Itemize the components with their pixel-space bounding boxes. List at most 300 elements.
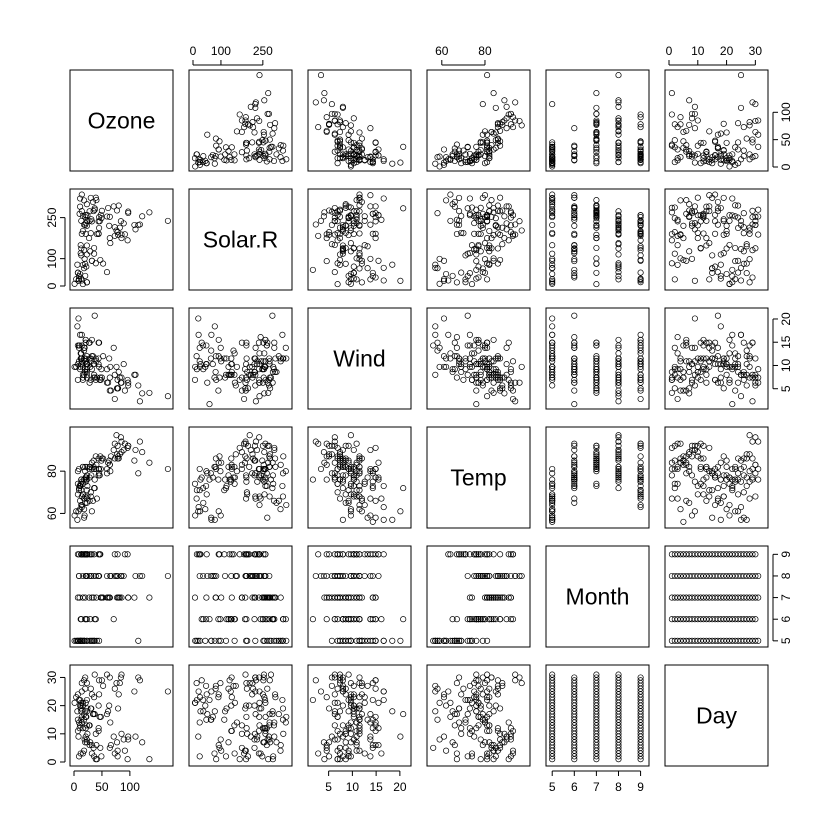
data-point (675, 496, 680, 501)
panel-frame (189, 70, 292, 171)
data-point (687, 249, 692, 254)
tick-label: 15 (369, 780, 383, 794)
panel-month-vs-temp (427, 546, 530, 647)
data-point (272, 456, 277, 461)
data-point (310, 697, 315, 702)
tick-label: 250 (45, 207, 60, 228)
data-point (337, 129, 342, 134)
data-point (675, 243, 680, 248)
data-point (484, 394, 489, 399)
data-point (738, 218, 743, 223)
panel-frame (70, 189, 173, 290)
data-point (362, 573, 367, 578)
data-point (216, 509, 221, 514)
data-point (267, 494, 272, 499)
data-point (247, 703, 252, 708)
data-point (572, 231, 577, 236)
data-point (465, 573, 470, 578)
data-point (192, 481, 197, 486)
data-point (379, 617, 384, 622)
data-point (216, 388, 221, 393)
data-point (216, 477, 221, 482)
data-point (284, 714, 289, 719)
data-point (465, 711, 470, 716)
data-point (478, 205, 483, 210)
data-point (550, 324, 555, 329)
panel-wind-vs-wind (308, 308, 411, 409)
data-point (433, 332, 438, 337)
data-point (431, 745, 436, 750)
data-point (270, 380, 275, 385)
data-point (126, 595, 131, 600)
data-point (216, 337, 221, 342)
data-point (616, 159, 621, 164)
data-point (495, 246, 500, 251)
data-point (741, 124, 746, 129)
data-point (321, 449, 326, 454)
data-point (692, 316, 697, 321)
data-point (281, 731, 286, 736)
panel-solar-r-vs-solar-r (189, 189, 292, 290)
data-point (452, 340, 457, 345)
tick-label: 7 (593, 780, 600, 794)
data-point (443, 748, 448, 753)
data-point (212, 161, 217, 166)
data-point (504, 104, 509, 109)
data-point (267, 122, 272, 127)
data-point (116, 692, 121, 697)
data-point (730, 196, 735, 201)
data-point (747, 496, 752, 501)
panel-wind-vs-month (546, 308, 649, 409)
data-point (324, 617, 329, 622)
data-point (715, 199, 720, 204)
data-point (497, 552, 502, 557)
data-point (701, 231, 706, 236)
data-point (474, 401, 479, 406)
data-point (192, 377, 197, 382)
data-point (707, 494, 712, 499)
panel-ozone-vs-ozone (70, 70, 173, 171)
data-point (207, 401, 212, 406)
data-point (107, 356, 112, 361)
data-point (572, 232, 577, 237)
data-point (681, 519, 686, 524)
data-point (348, 731, 353, 736)
data-point (326, 706, 331, 711)
data-point (491, 90, 496, 95)
data-point (213, 369, 218, 374)
data-point (401, 711, 406, 716)
data-point (724, 458, 729, 463)
data-point (89, 258, 94, 263)
data-point (689, 256, 694, 261)
data-point (112, 233, 117, 238)
data-point (244, 726, 249, 731)
data-point (495, 203, 500, 208)
data-point (459, 270, 464, 275)
data-point (684, 197, 689, 202)
data-point (310, 267, 315, 272)
data-point (513, 672, 518, 677)
data-point (572, 388, 577, 393)
tick-label: 15 (779, 335, 794, 349)
data-point (88, 231, 93, 236)
data-point (459, 726, 464, 731)
data-point (687, 98, 692, 103)
data-point (489, 197, 494, 202)
data-point (114, 680, 119, 685)
data-point (638, 396, 643, 401)
data-point (253, 345, 258, 350)
data-point (107, 235, 112, 240)
data-point (114, 364, 119, 369)
data-point (223, 754, 228, 759)
data-point (218, 345, 223, 350)
tick-label: 9 (637, 780, 644, 794)
data-point (454, 334, 459, 339)
data-point (281, 454, 286, 459)
data-point (594, 261, 599, 266)
data-point (243, 115, 248, 120)
data-point (324, 258, 329, 263)
data-point (450, 273, 455, 278)
data-point (616, 72, 621, 77)
tick-label: 6 (779, 615, 794, 623)
data-point (701, 492, 706, 497)
data-point (368, 711, 373, 716)
data-point (681, 223, 686, 228)
data-point (493, 105, 498, 110)
data-point (454, 757, 459, 762)
data-point (741, 231, 746, 236)
data-point (83, 273, 88, 278)
data-point (223, 638, 228, 643)
top-axis-solar-r (190, 44, 274, 65)
data-point (724, 140, 729, 145)
data-point (147, 595, 152, 600)
data-point (209, 348, 214, 353)
data-point (362, 700, 367, 705)
panel-solar-r-vs-temp (427, 189, 530, 290)
data-point (205, 471, 210, 476)
data-point (241, 396, 246, 401)
data-point (678, 507, 683, 512)
data-point (316, 552, 321, 557)
panel-temp-vs-temp (427, 427, 530, 528)
data-point (678, 115, 683, 120)
data-point (257, 700, 262, 705)
variable-label-day: Day (696, 702, 737, 729)
data-point (672, 386, 677, 391)
data-point (480, 101, 485, 106)
tick-label: 0 (189, 44, 197, 58)
data-point (335, 490, 340, 495)
data-point (502, 98, 507, 103)
panel-temp-vs-solar-r (189, 427, 292, 528)
data-point (111, 345, 116, 350)
data-point (756, 477, 761, 482)
panel-ozone-vs-month (546, 70, 649, 171)
data-point (204, 692, 209, 697)
tick-label: 0 (70, 780, 78, 794)
tick-label: 0 (45, 758, 60, 766)
data-point (756, 466, 761, 471)
data-point (88, 686, 93, 691)
data-point (718, 477, 723, 482)
data-point (550, 101, 555, 106)
panel-wind-vs-day (665, 308, 768, 409)
data-point (506, 340, 511, 345)
data-point (257, 394, 262, 399)
data-point (88, 195, 93, 200)
data-point (209, 332, 214, 337)
data-point (250, 140, 255, 145)
data-point (243, 361, 248, 366)
data-point (681, 235, 686, 240)
data-point (262, 492, 267, 497)
data-point (550, 222, 555, 227)
data-point (122, 232, 127, 237)
panel-wind-vs-solar-r (189, 308, 292, 409)
data-point (79, 689, 84, 694)
data-point (112, 225, 117, 230)
data-point (572, 454, 577, 459)
data-point (727, 513, 732, 518)
data-point (76, 734, 81, 739)
data-point (707, 129, 712, 134)
data-point (718, 375, 723, 380)
data-point (239, 466, 244, 471)
data-point (340, 703, 345, 708)
data-point (272, 121, 277, 126)
data-point (730, 267, 735, 272)
data-point (698, 219, 703, 224)
right-axis-wind (773, 312, 793, 392)
data-point (335, 281, 340, 286)
data-point (165, 466, 170, 471)
data-point (268, 672, 273, 677)
data-point (681, 139, 686, 144)
data-point (454, 680, 459, 685)
data-point (687, 369, 692, 374)
data-point (278, 742, 283, 747)
data-point (616, 485, 621, 490)
data-point (244, 714, 249, 719)
data-point (718, 324, 723, 329)
data-point (704, 380, 709, 385)
panel-day-vs-day (665, 665, 768, 766)
tick-label: 10 (779, 358, 794, 373)
panel-day-vs-wind (308, 665, 411, 766)
data-point (115, 706, 120, 711)
data-point (756, 232, 761, 237)
bottom-axis-month (549, 771, 644, 794)
data-point (256, 728, 261, 733)
data-point (257, 723, 262, 728)
data-point (441, 734, 446, 739)
data-point (401, 144, 406, 149)
data-point (489, 388, 494, 393)
data-point (280, 706, 285, 711)
data-point (370, 697, 375, 702)
data-point (329, 638, 334, 643)
tick-label: 10 (45, 727, 60, 741)
data-point (692, 126, 697, 131)
data-point (326, 754, 331, 759)
tick-label: 60 (435, 44, 449, 58)
data-point (136, 383, 141, 388)
data-point (484, 672, 489, 677)
data-point (313, 100, 318, 105)
data-point (594, 256, 599, 261)
data-point (753, 494, 758, 499)
data-point (738, 105, 743, 110)
data-point (278, 748, 283, 753)
data-point (351, 116, 356, 121)
data-point (140, 214, 145, 219)
data-point (669, 496, 674, 501)
data-point (398, 509, 403, 514)
data-point (721, 494, 726, 499)
data-point (510, 359, 515, 364)
data-point (245, 731, 250, 736)
data-point (502, 391, 507, 396)
data-point (368, 447, 373, 452)
panel-frame (308, 189, 411, 290)
data-point (484, 72, 489, 77)
data-point (672, 251, 677, 256)
data-point (398, 734, 403, 739)
data-point (243, 672, 248, 677)
data-point (104, 269, 109, 274)
data-point (253, 638, 258, 643)
data-point (695, 235, 700, 240)
data-point (487, 703, 492, 708)
data-point (572, 313, 577, 318)
data-point (137, 439, 142, 444)
data-point (747, 123, 752, 128)
tick-label: 80 (45, 464, 60, 478)
data-point (272, 340, 277, 345)
data-point (244, 148, 249, 153)
data-point (756, 367, 761, 372)
data-point (747, 280, 752, 285)
data-point (695, 364, 700, 369)
data-point (687, 122, 692, 127)
data-point (735, 492, 740, 497)
data-point (217, 139, 222, 144)
data-point (263, 714, 268, 719)
data-point (390, 638, 395, 643)
data-point (741, 211, 746, 216)
data-point (724, 223, 729, 228)
panel-ozone-vs-solar-r (189, 70, 292, 171)
data-point (340, 517, 345, 522)
panel-temp-vs-month (546, 427, 649, 528)
data-point (594, 197, 599, 202)
data-point (433, 709, 438, 714)
data-point (137, 399, 142, 404)
data-point (140, 391, 145, 396)
panel-temp-vs-ozone (70, 427, 173, 528)
data-point (756, 207, 761, 212)
left-axis-solar-r (45, 207, 65, 289)
data-point (201, 500, 206, 505)
data-point (467, 196, 472, 201)
data-point (594, 245, 599, 250)
data-point (284, 502, 289, 507)
data-point (194, 496, 199, 501)
panel-frame (427, 546, 530, 647)
data-point (316, 124, 321, 129)
data-point (278, 507, 283, 512)
data-point (721, 483, 726, 488)
data-point (205, 132, 210, 137)
data-point (243, 595, 248, 600)
data-point (381, 552, 386, 557)
data-point (239, 150, 244, 155)
data-point (316, 751, 321, 756)
data-point (401, 206, 406, 211)
data-point (197, 720, 202, 725)
data-point (446, 689, 451, 694)
data-point (104, 573, 109, 578)
data-point (132, 689, 137, 694)
data-point (229, 145, 234, 150)
data-point (147, 210, 152, 215)
data-point (738, 278, 743, 283)
data-point (381, 689, 386, 694)
data-point (257, 72, 262, 77)
data-point (107, 375, 112, 380)
data-point (730, 274, 735, 279)
data-point (735, 380, 740, 385)
data-point (506, 238, 511, 243)
variable-label-month: Month (565, 583, 630, 610)
data-point (756, 144, 761, 149)
data-point (715, 485, 720, 490)
data-point (209, 638, 214, 643)
data-point (229, 595, 234, 600)
data-point (441, 147, 446, 152)
data-point (750, 399, 755, 404)
data-point (111, 617, 116, 622)
data-point (493, 703, 498, 708)
data-point (329, 101, 334, 106)
data-point (318, 218, 323, 223)
data-point (244, 356, 249, 361)
data-point (519, 364, 524, 369)
data-point (222, 717, 227, 722)
data-point (712, 212, 717, 217)
data-point (738, 504, 743, 509)
data-point (727, 242, 732, 247)
data-point (222, 573, 227, 578)
data-point (250, 124, 255, 129)
data-point (346, 672, 351, 677)
data-point (672, 345, 677, 350)
data-point (218, 737, 223, 742)
data-point (718, 517, 723, 522)
data-point (196, 316, 201, 321)
data-point (112, 372, 117, 377)
data-point (465, 313, 470, 318)
data-point (456, 195, 461, 200)
data-point (365, 266, 370, 271)
tick-label: 100 (779, 102, 794, 123)
data-point (192, 595, 197, 600)
